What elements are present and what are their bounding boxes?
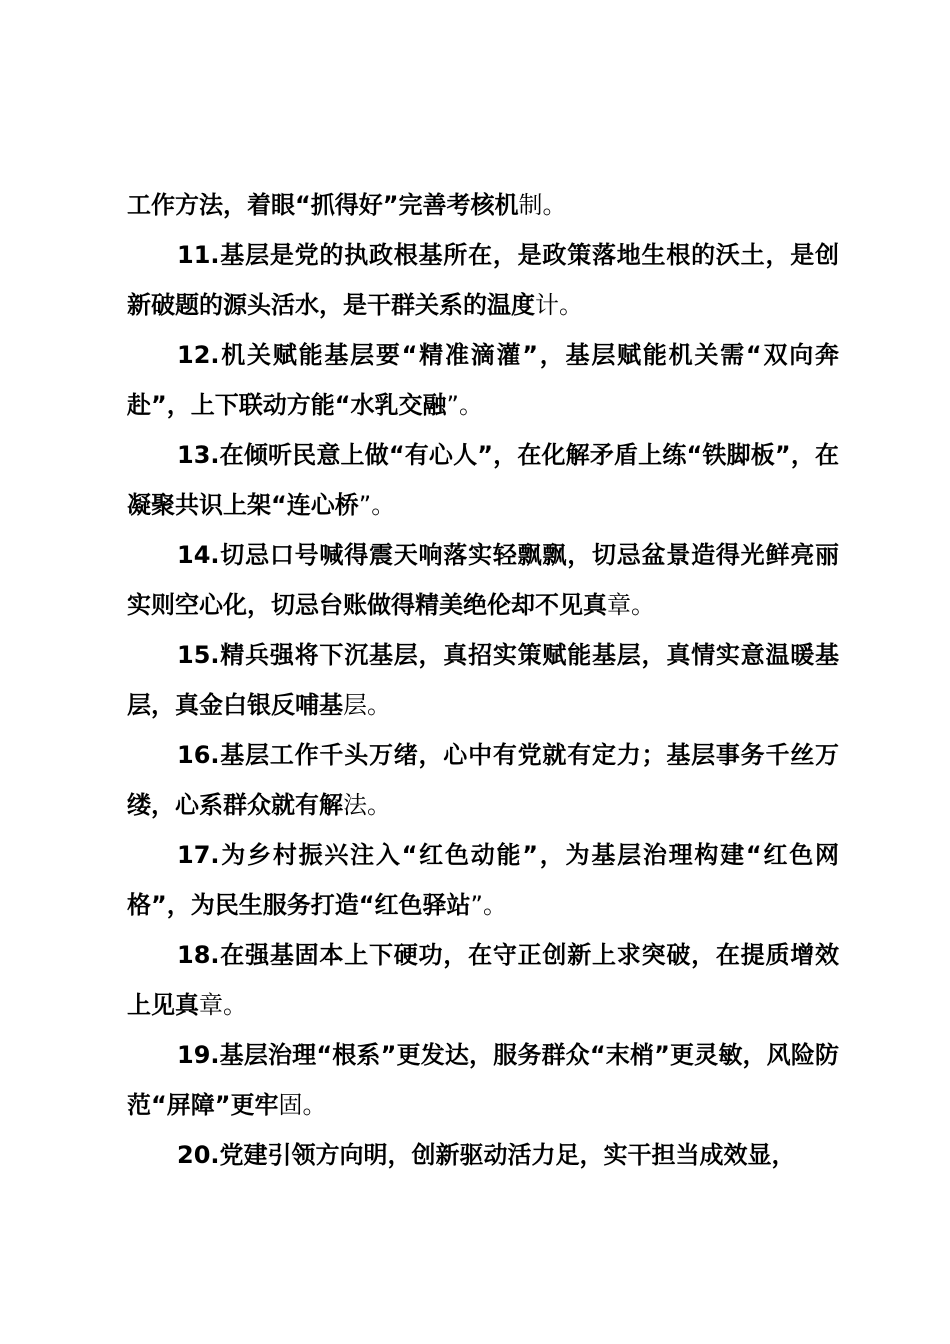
paragraph-text: 18.在强基固本上下硬功，在守正创新上求突破，在提质增效上见真 bbox=[127, 941, 839, 1019]
paragraph-tail: 章。 bbox=[199, 991, 247, 1019]
document-body bbox=[127, 180, 839, 1180]
paragraph bbox=[127, 530, 839, 630]
paragraph-text: 19.基层治理“根系”更发达，服务群众“末梢”更灵敏，风险防范“屏障”更牢 bbox=[127, 1041, 839, 1119]
paragraph bbox=[127, 180, 839, 230]
paragraph-tail: 法。 bbox=[343, 791, 391, 819]
paragraph-text: 工作方法，着眼“抓得好”完善考核机 bbox=[127, 191, 519, 219]
paragraph bbox=[127, 430, 839, 530]
paragraph-tail: ”。 bbox=[446, 391, 483, 419]
paragraph bbox=[127, 730, 839, 830]
paragraph-tail: 固。 bbox=[278, 1091, 327, 1119]
paragraph-tail: 制。 bbox=[518, 191, 567, 219]
paragraph-text: 17.为乡村振兴注入“红色动能”，为基层治理构建“红色网格”，为民生服务打造“红色驿站 bbox=[127, 841, 839, 919]
paragraph-tail: 计。 bbox=[535, 291, 583, 319]
paragraph bbox=[127, 930, 839, 1030]
paragraph-text: 12.机关赋能基层要“精准滴灌”，基层赋能机关需“双向奔赴”，上下联动方能“水乳交融 bbox=[127, 341, 839, 419]
paragraph-tail: 层。 bbox=[343, 691, 391, 719]
paragraph bbox=[127, 830, 839, 930]
paragraph bbox=[127, 1130, 839, 1180]
paragraph-text: 11.基层是党的执政根基所在，是政策落地生根的沃土，是创新破题的源头活水，是干群关系的温度 bbox=[127, 241, 839, 319]
paragraph bbox=[127, 1030, 839, 1130]
paragraph-text: 14.切忌口号喊得震天响落实轻飘飘，切忌盆景造得光鲜亮丽实则空心化，切忌台账做得精美绝伦却不见真 bbox=[127, 541, 839, 619]
paragraph-text: 15.精兵强将下沉基层，真招实策赋能基层，真情实意温暖基层，真金白银反哺基 bbox=[127, 641, 839, 719]
paragraph-text: 16.基层工作千头万绪，心中有党就有定力；基层事务千丝万缕，心系群众就有解 bbox=[127, 741, 839, 819]
paragraph-tail: 章。 bbox=[607, 591, 655, 619]
paragraph bbox=[127, 630, 839, 730]
paragraph-text: 13.在倾听民意上做“有心人”，在化解矛盾上练“铁脚板”，在凝聚共识上架“连心桥 bbox=[127, 441, 839, 519]
paragraph-tail: ”。 bbox=[358, 491, 396, 519]
paragraph bbox=[127, 330, 839, 430]
paragraph-tail: ”。 bbox=[470, 891, 507, 919]
paragraph bbox=[127, 230, 839, 330]
paragraph-text: 20.党建引领方向明，创新驱动活力足，实干担当成效显， bbox=[177, 1141, 796, 1169]
